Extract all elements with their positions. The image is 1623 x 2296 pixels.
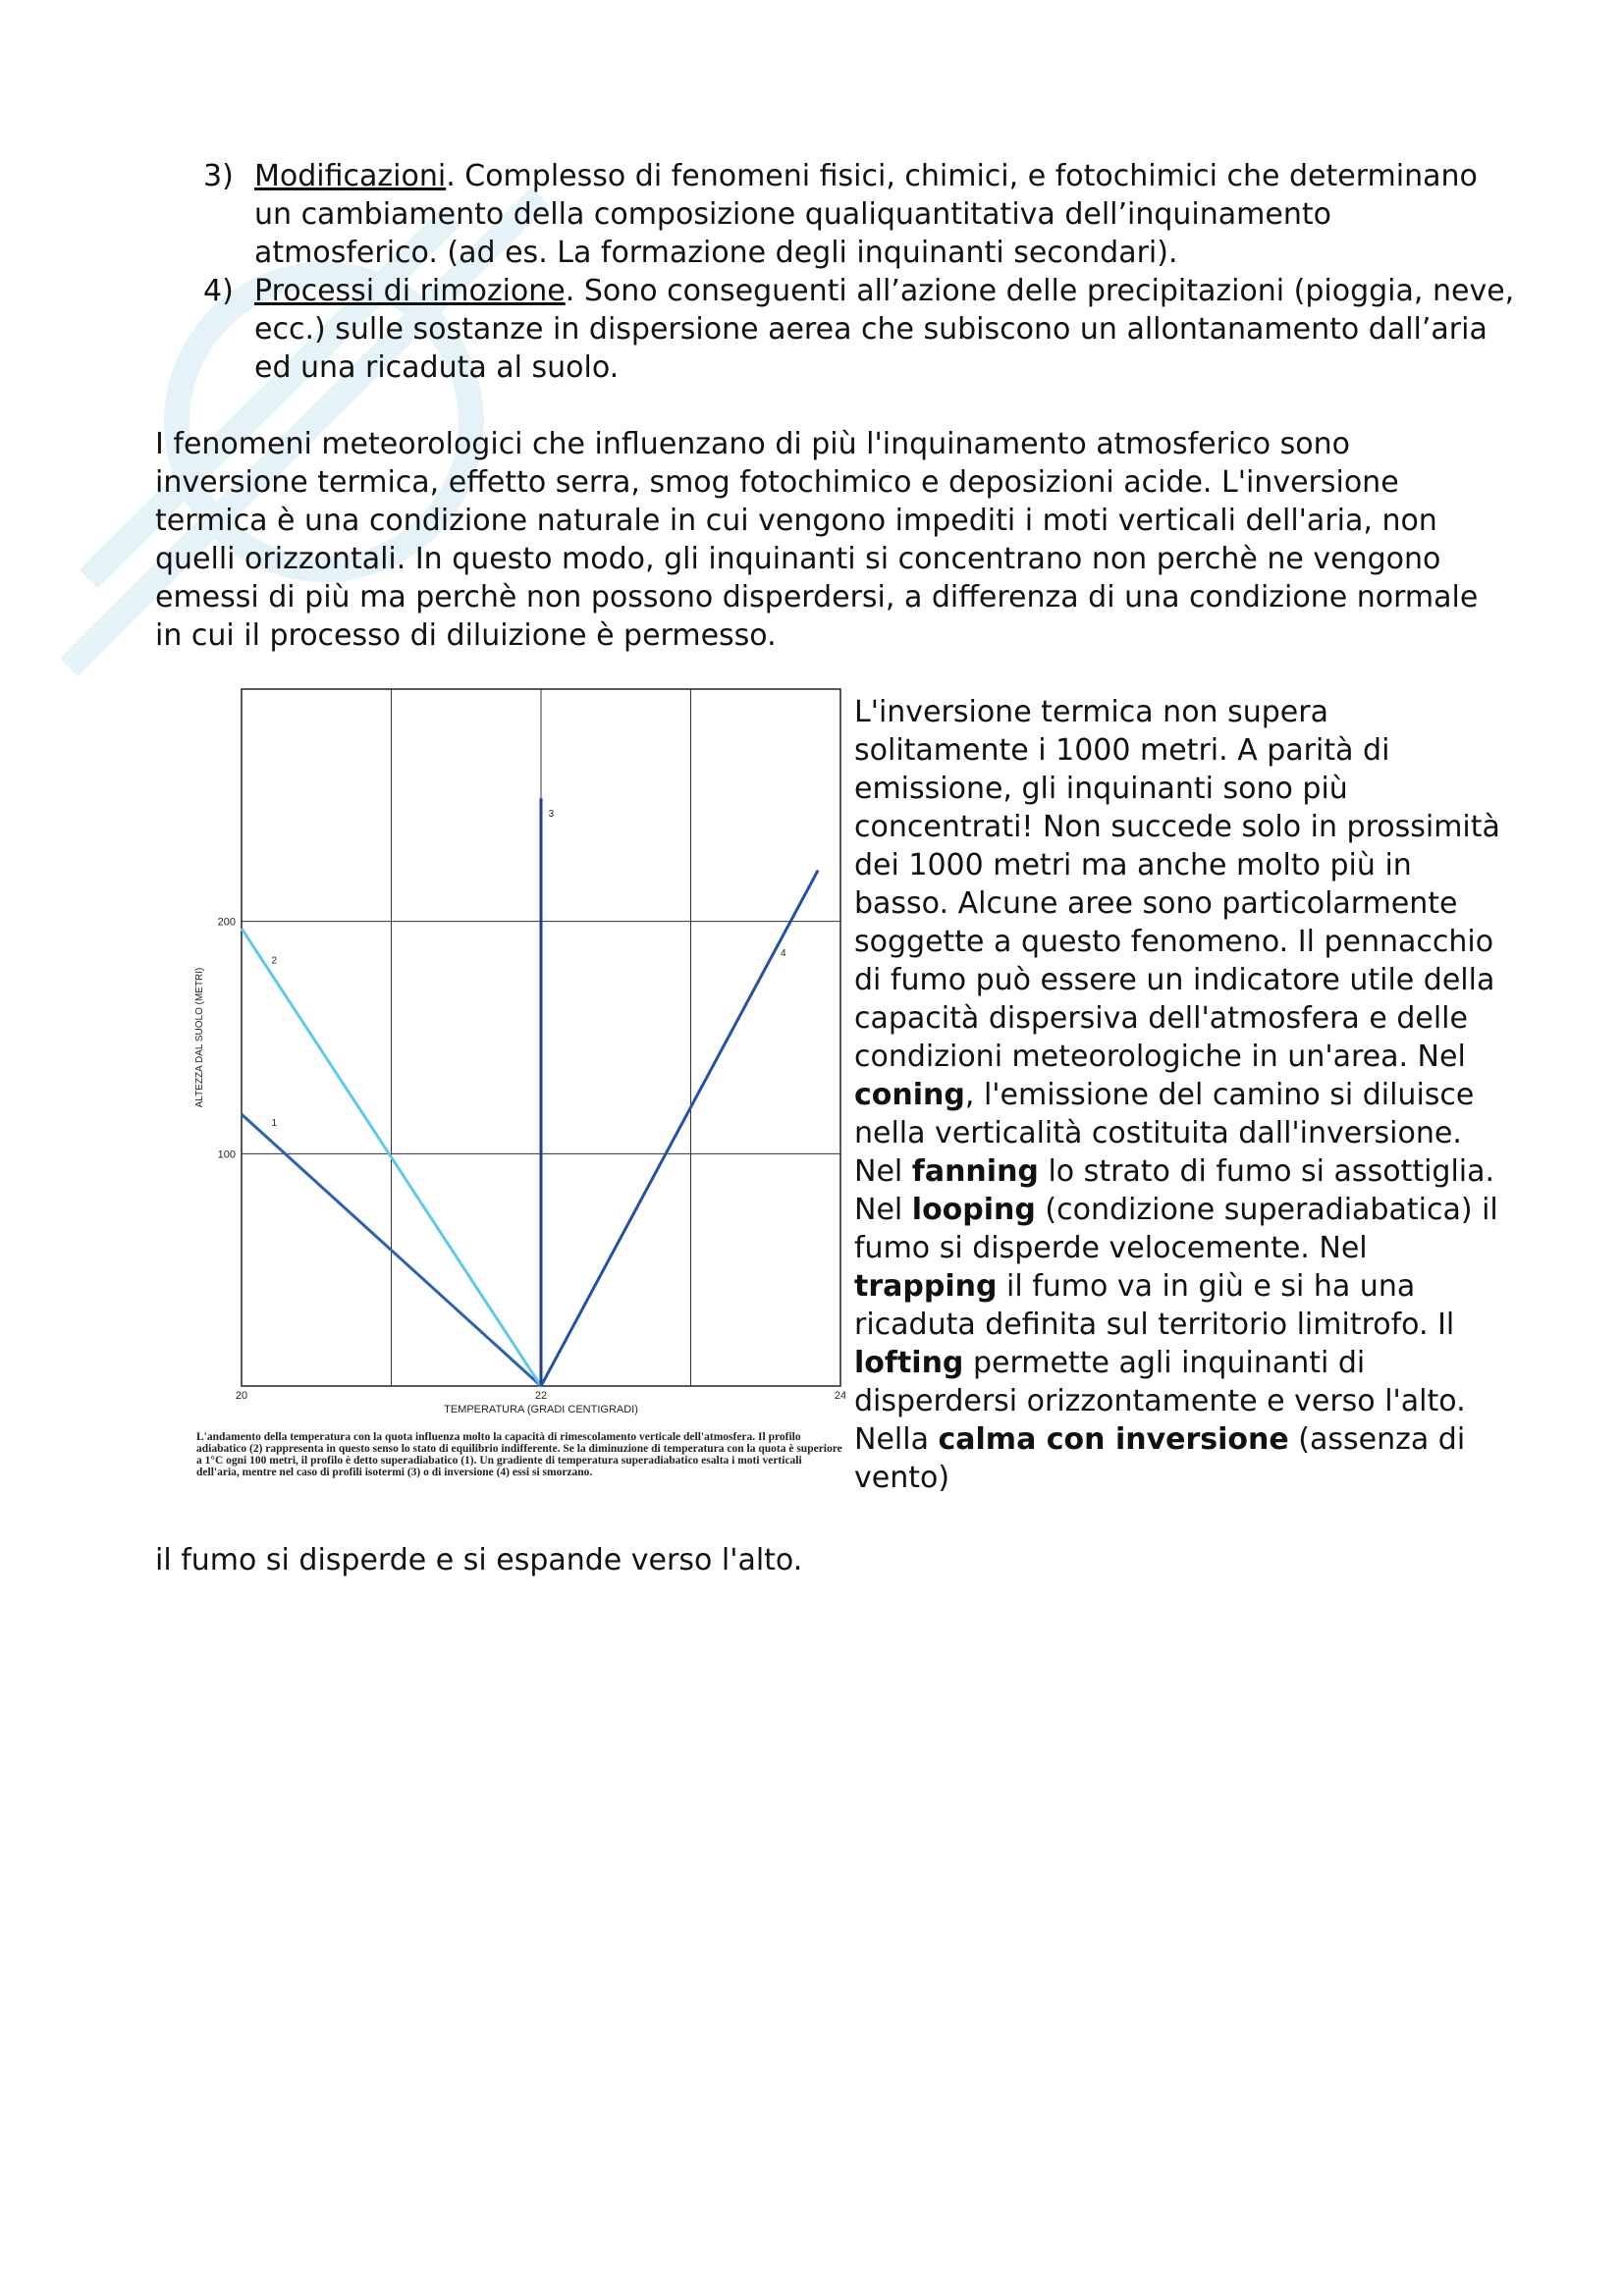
term-coning: coning: [854, 1078, 965, 1112]
x-tick-label: 22: [534, 1390, 548, 1402]
term-lofting: lofting: [854, 1346, 964, 1380]
list-text: . Complesso di fenomeni fisici, chimici, e fotochimici che determinano un cambiamento della composizione qualiquantitativa dell’inquinamento atmosferico. (ad es. La formazione degli inquinanti secondari).: [254, 159, 1478, 270]
list-text: . Sono conseguenti all’azione delle precipitazioni (pioggia, neve, ecc.) sulle sostanze in dispersione aerea che subiscono un allontanamento dall’aria ed una ricaduta al suolo.: [254, 274, 1515, 385]
side-text-segment: L'inversione termica non supera solitamente i 1000 metri. A parità di emissione, gli inquinanti sono più concentrati! Non succede solo in prossimità dei 1000 metri ma anche molto più in basso. Alcune aree sono particolarmente soggette a questo fenomeno. Il pennacchio di fumo può essere un indicatore utile della capacità dispersiva dell'atmosfera e delle condizioni meteorologiche in un'area. Nel: [854, 695, 1500, 1074]
side-text-segment: (assenza di vento): [854, 1422, 1466, 1495]
term-fanning: fanning: [911, 1154, 1039, 1189]
side-text-segment: , l'emissione del camino si diluisce nella verticalità costituita dall'inversione. Nel: [854, 1078, 1475, 1189]
series-line-4: [541, 871, 818, 1386]
x-axis-label: TEMPERATURA (GRADI CENTIGRADI): [444, 1404, 638, 1415]
list-term: Modificazioni: [254, 159, 447, 193]
y-tick-label: 200: [217, 916, 236, 929]
y-tick-label: 100: [217, 1148, 236, 1161]
list-term: Processi di rimozione: [254, 274, 566, 308]
temperature-profile-figure: [192, 684, 845, 1499]
side-paragraph: [854, 693, 1502, 1497]
side-text-segment: lo strato di fumo si assottiglia. Nel: [854, 1154, 1495, 1227]
figure-caption: L'andamento della temperatura con la quota influenza molto la capacità di rimescolamento verticale dell'atmosfera. Il profilo adiabatico (2) rappresenta in questo senso lo stato di equilibrio indifferente. Se la diminuzione di temperatura con la quota è superiore a 1°C ogni 100 metri, il profilo è detto superadiabatico (1). Un gradiente di temperatura superadiabatico esalta i moti verticali dell'aria, mentre nel caso di profili isotermi (3) o di inversione (4) essi si smorzano.: [196, 1431, 842, 1478]
list-item: [203, 272, 1519, 387]
list-item: [203, 157, 1519, 272]
x-tick-label: 24: [834, 1390, 845, 1402]
term-calma-con-inversione: calma con inversione: [938, 1422, 1289, 1457]
x-tick-label: 20: [235, 1390, 248, 1402]
list-number: 3): [203, 159, 234, 193]
side-text-segment: il fumo va in giù e si ha una ricaduta definita sul territorio limitrofo. Il: [854, 1269, 1455, 1342]
y-axis-label: ALTEZZA DAL SUOLO (METRI): [194, 967, 205, 1108]
intro-paragraph: I fenomeni meteorologici che influenzano di più l'inquinamento atmosferico sono inversione termica, effetto serra, smog fotochimico e deposizioni acide. L'inversione termica è una condizione naturale in cui vengono impediti i moti verticali dell'aria, non quelli orizzontali. In questo modo, gli inquinanti si concentrano non perchè ne vengono emessi di più ma perchè non possono disperdersi, a differenza di una condizione normale in cui il processo di diluizione è permesso.: [155, 427, 1479, 653]
closing-line: il fumo si disperde e si espande verso l'alto.: [155, 1543, 803, 1577]
series-label-1: 1: [271, 1117, 278, 1129]
term-trapping: trapping: [854, 1269, 998, 1304]
series-label-2: 2: [271, 955, 278, 967]
temperature-profile-chart: [192, 684, 845, 1430]
list-number: 4): [203, 274, 234, 308]
series-label-4: 4: [781, 948, 786, 960]
term-looping: looping: [911, 1193, 1036, 1227]
numbered-list: [203, 157, 1519, 387]
side-text-segment: (condizione superadiabatica) il fumo si disperde velocemente. Nel: [854, 1193, 1498, 1265]
side-text-segment: permette agli inquinanti di disperdersi orizzontamente e verso l'alto. Nella: [854, 1346, 1466, 1457]
series-label-3: 3: [548, 809, 555, 821]
